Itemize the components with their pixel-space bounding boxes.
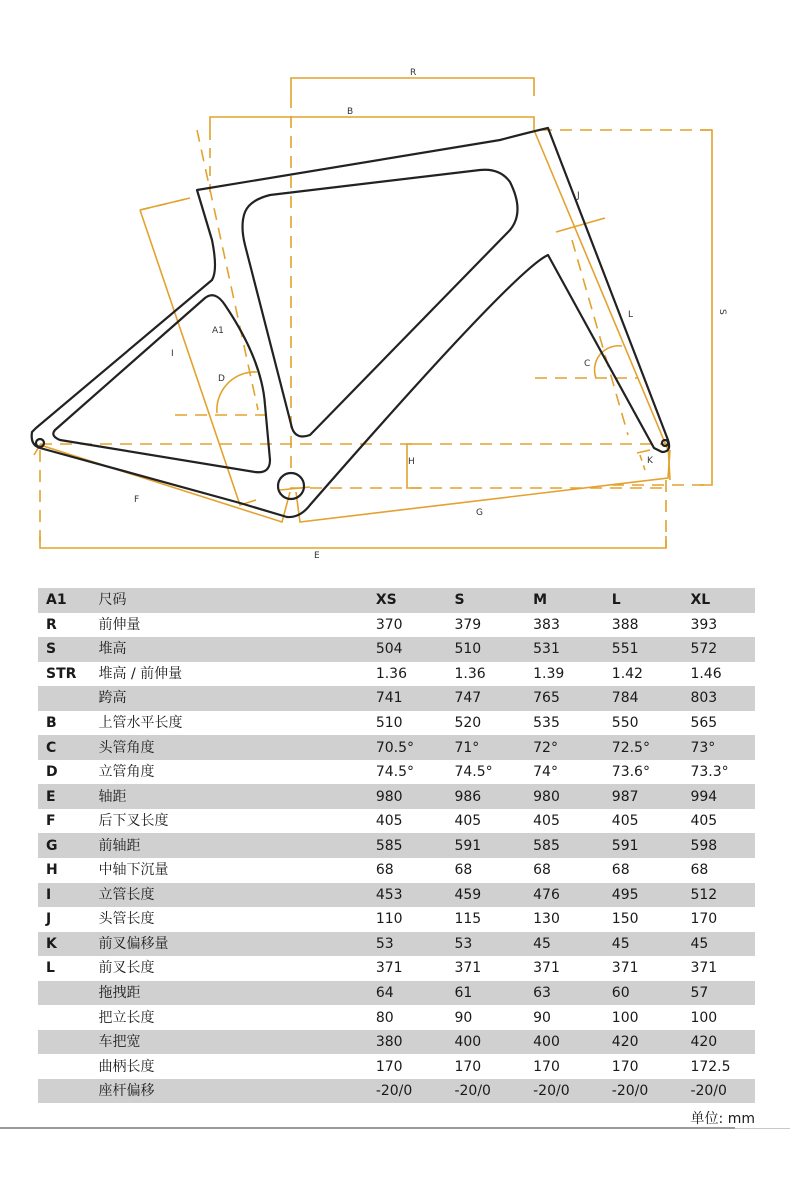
label-i: I [171,349,174,359]
label-c: C [584,359,591,369]
row-code [38,1030,99,1055]
header-size-xs: XS [376,588,455,613]
row-value: 371 [454,960,482,977]
row-value: 61 [454,981,533,1006]
row-name: 前轴距 [99,833,376,858]
row-value: 64 [376,981,455,1006]
row-value: 100 [611,1009,639,1026]
row-value: 531 [533,637,612,662]
row-value: 170 [690,911,718,928]
row-value: 68 [375,862,394,879]
row-value: 371 [611,960,639,977]
divider [0,1127,735,1129]
row-value: 68 [690,862,709,879]
row-value: 73.3° [690,764,729,781]
table-row [38,760,755,785]
row-value: 535 [533,715,560,731]
row-value: -20/0 [690,1079,755,1104]
row-value: 130 [533,911,560,928]
table-row [38,833,755,858]
row-value: 379 [454,616,482,633]
row-value: 170 [533,1058,560,1075]
row-value: 393 [690,616,718,633]
row-value: 591 [454,833,533,858]
row-name: 座杆偏移 [99,1079,376,1104]
divider [735,1128,790,1129]
table-row [38,784,755,809]
row-name: 前叉长度 [98,960,155,977]
table-row [38,613,755,638]
row-name: 上管水平长度 [98,715,183,731]
label-f: F [134,495,140,505]
table-row [38,932,755,957]
row-code: S [38,637,99,662]
row-value: 510 [454,637,533,662]
row-name: 前叉偏移量 [99,932,376,957]
row-code: E [38,784,99,809]
row-value: 784 [612,686,691,711]
row-value: -20/0 [533,1079,612,1104]
row-value: 994 [690,784,755,809]
header-size-xl: XL [690,588,755,613]
row-value: 71° [454,735,533,760]
row-value: 70.5° [376,735,455,760]
row-value: 100 [690,1009,718,1026]
row-value: 371 [690,960,718,977]
row-code: B [46,715,57,731]
row-value: 371 [533,960,560,977]
frame-outline [32,128,669,517]
row-code: F [46,813,56,830]
row-code: R [46,616,57,633]
row-name: 跨高 [99,686,376,711]
row-value: 172.5 [690,1058,731,1075]
row-value: 72.5° [612,735,691,760]
row-value: 987 [612,784,691,809]
row-code [38,686,99,711]
table-row [38,858,755,883]
table-row [38,711,755,736]
row-value: 371 [375,960,403,977]
table-row [38,1005,755,1030]
row-value: 115 [454,911,482,928]
row-name: 车把宽 [99,1030,376,1055]
row-value: 1.36 [375,665,407,682]
table-row [38,1030,755,1055]
row-code: C [38,735,99,760]
table-row [38,809,755,834]
label-k: K [647,456,653,466]
frame-geometry-diagram [0,0,790,580]
row-value: 400 [533,1030,612,1055]
row-value: 585 [376,833,455,858]
dimension-labels [134,68,727,561]
row-value: 504 [376,637,455,662]
row-value: 170 [611,1058,639,1075]
row-value: 53 [454,932,533,957]
row-value: 572 [690,637,755,662]
table-row [38,735,755,760]
table-row [38,662,755,687]
row-value: 72° [533,735,612,760]
row-name: 曲柄长度 [98,1058,155,1075]
row-value: 150 [611,911,639,928]
table-row [38,981,755,1006]
row-code: K [38,932,99,957]
row-value: 803 [690,686,755,711]
row-code: D [46,764,58,781]
row-code: H [46,862,58,879]
row-code: I [38,883,99,908]
header-size-m: M [533,588,612,613]
row-name: 立管角度 [98,764,155,781]
label-s: S [717,309,727,315]
dimension-lines [34,78,712,548]
row-value: 591 [612,833,691,858]
row-name: 头管角度 [99,735,376,760]
row-value: 420 [612,1030,691,1055]
row-name: 拖拽距 [99,981,376,1006]
row-code [38,1005,99,1030]
row-value: 45 [533,932,612,957]
row-code: J [46,911,52,928]
label-d: D [218,374,225,384]
label-a1: A1 [212,326,224,336]
row-value: 74° [533,764,558,781]
row-value: 1.46 [690,665,722,682]
row-code [38,981,99,1006]
row-value: 741 [376,686,455,711]
row-value: 986 [454,784,533,809]
row-value: 405 [690,813,718,830]
row-name: 中轴下沉量 [98,862,169,879]
row-value: 90 [533,1009,551,1026]
row-value: 476 [533,883,612,908]
row-value: 45 [612,932,691,957]
row-value: 405 [611,813,639,830]
row-value: 512 [690,883,755,908]
row-value: 1.39 [533,665,565,682]
label-g: G [476,508,483,518]
label-e: E [314,551,320,561]
label-r: R [410,68,417,78]
row-value: 980 [376,784,455,809]
row-value: 420 [690,1030,755,1055]
row-value: 598 [690,833,755,858]
row-value: 520 [454,715,482,731]
row-value: 74.5° [454,764,493,781]
label-l: L [628,310,634,320]
row-name: 头管长度 [98,911,155,928]
row-value: 400 [454,1030,533,1055]
table-row [38,686,755,711]
row-code [38,1054,99,1079]
header-code: A1 [38,588,99,613]
row-value: 170 [454,1058,482,1075]
row-value: 550 [611,715,639,731]
row-value: 110 [375,911,403,928]
row-value: 80 [375,1009,394,1026]
row-value: 60 [612,981,691,1006]
row-value: 459 [454,883,533,908]
row-code: G [38,833,99,858]
label-j: J [577,191,580,201]
header-size-label: 尺码 [99,588,376,613]
row-value: 585 [533,833,612,858]
table-row [38,1054,755,1079]
row-value: 765 [533,686,612,711]
row-value: 74.5° [375,764,414,781]
row-value: 453 [376,883,455,908]
row-value: 380 [376,1030,455,1055]
row-value: 170 [375,1058,403,1075]
row-value: 1.36 [454,665,486,682]
row-value: 510 [375,715,403,731]
row-value: 551 [612,637,691,662]
row-value: 90 [454,1009,473,1026]
row-value: 405 [375,813,403,830]
row-value: 68 [533,862,551,879]
table-header-row [38,588,755,613]
row-code [38,1079,99,1104]
row-value: 1.42 [611,665,643,682]
row-code: STR [46,665,77,682]
header-size-l: L [612,588,691,613]
row-value: 53 [376,932,455,957]
geometry-table [38,588,755,1103]
row-code: L [46,960,55,977]
row-name: 立管长度 [99,883,376,908]
row-value: 45 [690,932,755,957]
row-value: 68 [454,862,473,879]
table-row [38,1079,755,1104]
row-name: 轴距 [99,784,376,809]
table-row [38,883,755,908]
row-value: 980 [533,784,612,809]
row-value: 388 [611,616,639,633]
row-name: 后下叉长度 [98,813,169,830]
label-b: B [347,107,354,117]
row-value: 370 [375,616,403,633]
row-value: -20/0 [454,1079,533,1104]
row-value: 68 [611,862,630,879]
row-value: 405 [454,813,482,830]
row-name: 前伸量 [98,616,141,633]
row-name: 堆高 / 前伸量 [98,665,183,682]
row-value: 565 [690,715,718,731]
row-value: 63 [533,981,612,1006]
row-value: 57 [690,981,755,1006]
row-value: 495 [612,883,691,908]
row-value: 73.6° [611,764,650,781]
row-value: -20/0 [612,1079,691,1104]
unit-label: 单位: mm [690,1111,755,1127]
header-size-s: S [454,588,533,613]
row-name: 把立长度 [98,1009,155,1026]
table-row [38,907,755,932]
row-name: 堆高 [99,637,376,662]
table-row [38,956,755,981]
row-value: 405 [533,813,560,830]
row-value: 383 [533,616,560,633]
row-value: 73° [690,735,755,760]
row-value: 747 [454,686,533,711]
label-h: H [408,457,415,467]
table-row [38,637,755,662]
row-value: -20/0 [376,1079,455,1104]
